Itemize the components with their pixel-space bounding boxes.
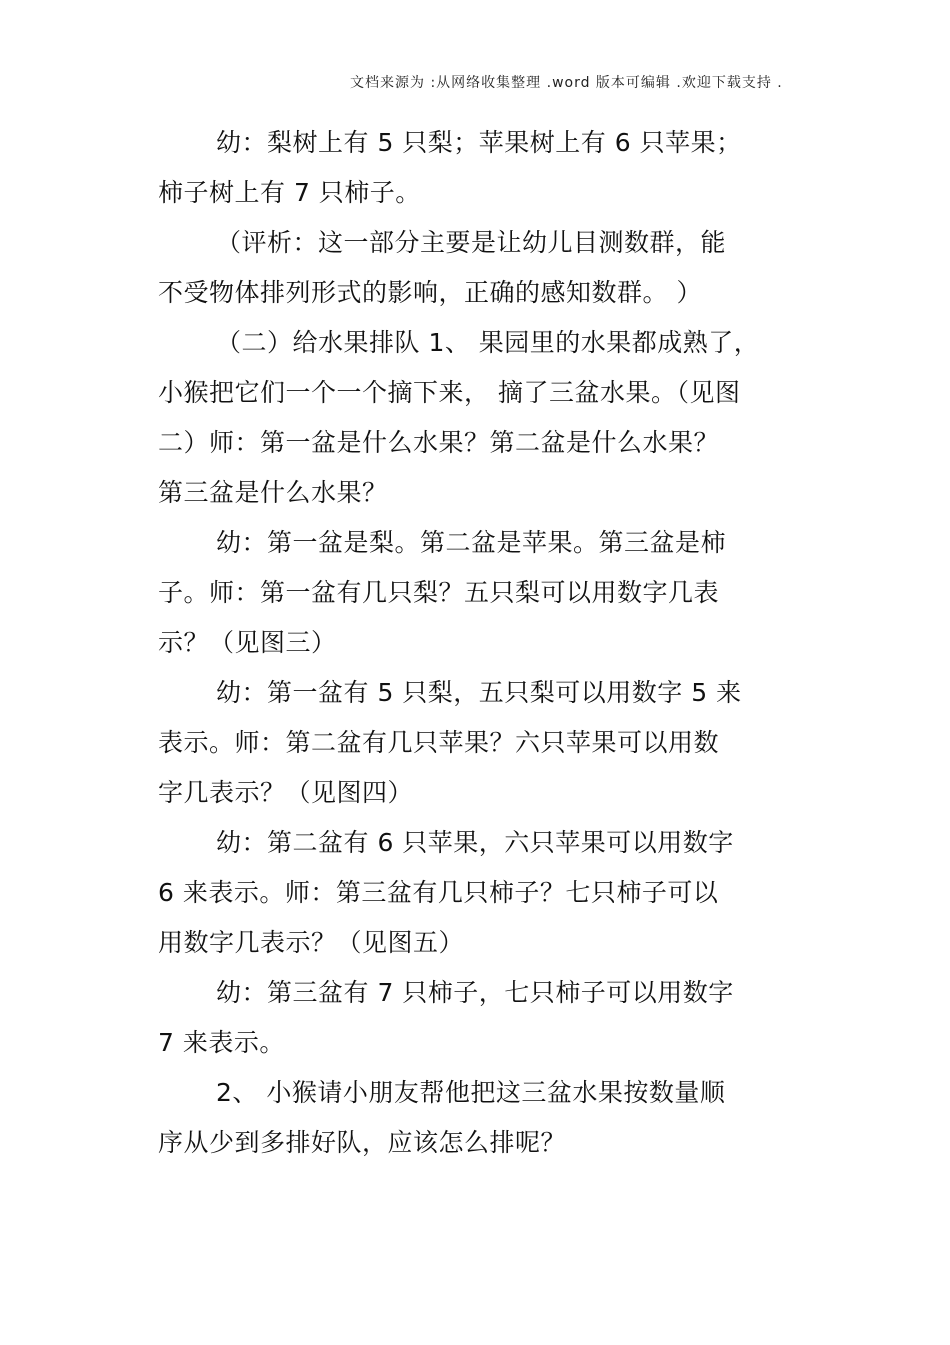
- text-line: 幼：第三盆有 7 只柿子，七只柿子可以用数字: [216, 978, 734, 1007]
- text-line: 柿子树上有 7 只柿子。: [158, 178, 421, 207]
- text-line: 幼：梨树上有 5 只梨；苹果树上有 6 只苹果；: [216, 128, 742, 157]
- text-line: 小猴把它们一个一个摘下来， 摘了三盆水果。（见图: [158, 378, 741, 407]
- text-line: 7 来表示。: [158, 1028, 285, 1057]
- text-line: 字几表示？（见图四）: [158, 778, 414, 807]
- text-line: 不受物体排列形式的影响，正确的感知数群。 ）: [158, 278, 702, 307]
- text-line: 子。师：第一盆有几只梨？五只梨可以用数字几表: [158, 578, 720, 607]
- text-line: （评析：这一部分主要是让幼儿目测数群，能: [216, 228, 727, 257]
- text-line: 幼：第二盆有 6 只苹果，六只苹果可以用数字: [216, 828, 734, 857]
- text-line: 幼：第一盆是梨。第二盆是苹果。第三盆是柿: [216, 528, 727, 557]
- text-line: 第三盆是什么水果？: [158, 478, 388, 507]
- text-line: 序从少到多排好队，应该怎么排呢？: [158, 1128, 567, 1157]
- text-line: 表示。师：第二盆有几只苹果？六只苹果可以用数: [158, 728, 720, 757]
- text-line: 二）师：第一盆是什么水果？第二盆是什么水果？: [158, 428, 720, 457]
- page-header-source-note: 文档来源为 :从网络收集整理 .word 版本可编辑 .欢迎下载支持 .: [350, 75, 783, 91]
- text-line: 用数字几表示？（见图五）: [158, 928, 465, 957]
- text-line: 示？（见图三）: [158, 628, 337, 657]
- document-body: [158, 118, 798, 1168]
- text-line: 幼：第一盆有 5 只梨，五只梨可以用数字 5 来: [216, 678, 742, 707]
- text-line: 2、 小猴请小朋友帮他把这三盆水果按数量顺: [216, 1078, 726, 1107]
- text-line: 6 来表示。师：第三盆有几只柿子？七只柿子可以: [158, 878, 719, 907]
- text-line: （二）给水果排队 1、 果园里的水果都成熟了，: [216, 328, 760, 357]
